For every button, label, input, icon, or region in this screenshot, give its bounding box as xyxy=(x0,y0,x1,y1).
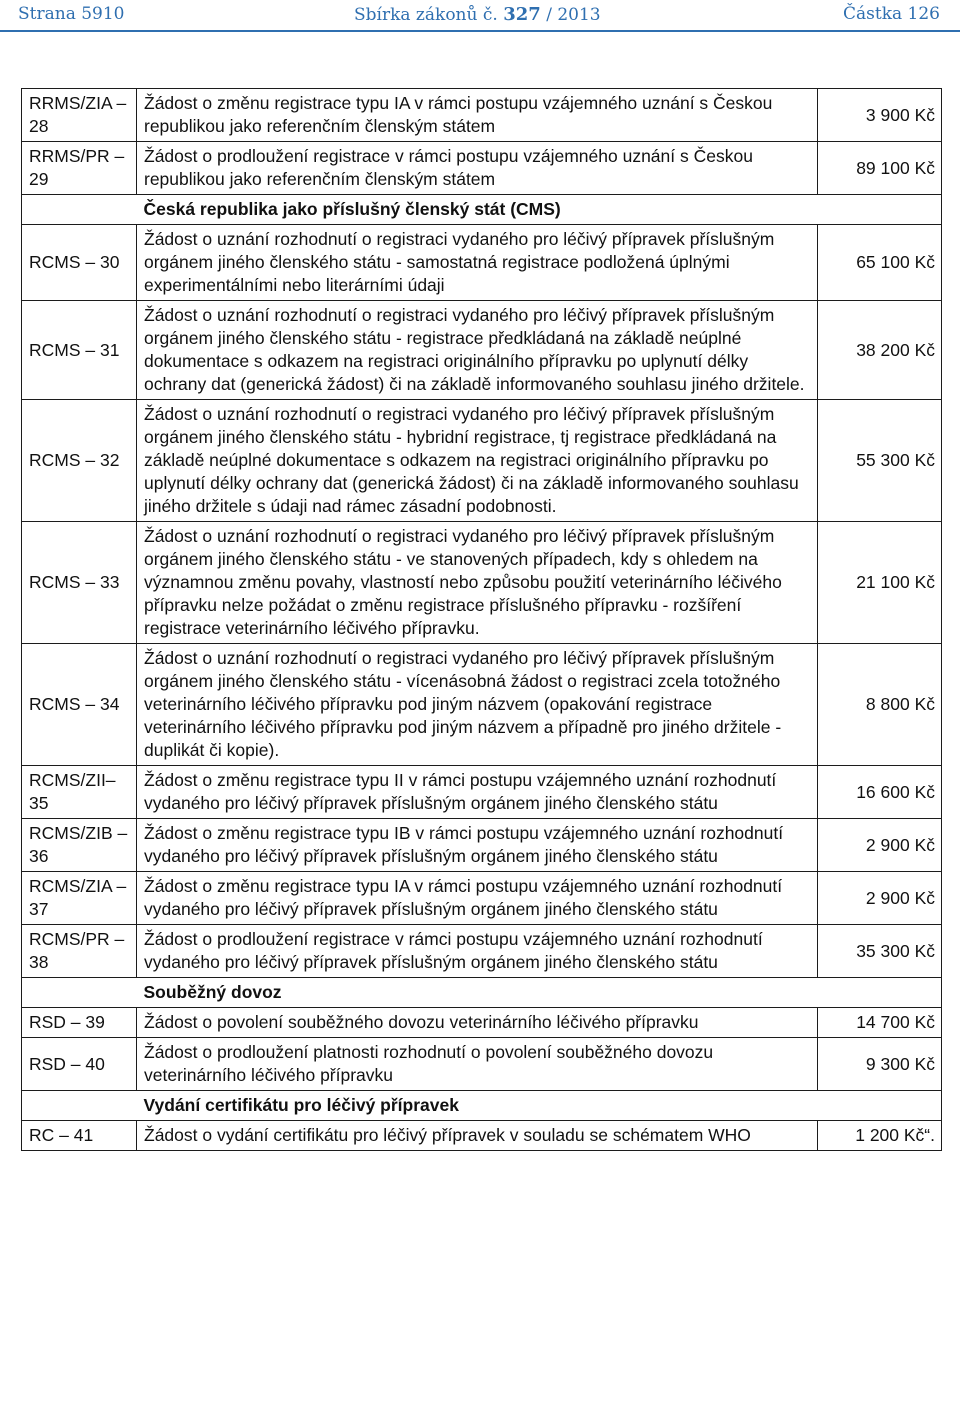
fee-amount: 1 200 Kč“. xyxy=(818,1121,942,1151)
collection-label: Sbírka zákonů č. xyxy=(354,5,498,25)
fee-description: Žádost o změnu registrace typu IA v rámci postupu vzájemného uznání rozhodnutí vydaného pro léčivý přípravek příslušným orgánem jiného členského státu xyxy=(137,872,818,925)
fee-description: Žádost o změnu registrace typu II v rámci postupu vzájemného uznání rozhodnutí vydaného pro léčivý přípravek příslušným orgánem jiného členského státu xyxy=(137,766,818,819)
law-number: 327 xyxy=(503,4,541,25)
fee-amount: 16 600 Kč xyxy=(818,766,942,819)
section-title: Vydání certifikátu pro léčivý přípravek xyxy=(137,1091,942,1121)
header-divider xyxy=(0,30,960,32)
fee-row xyxy=(22,1038,942,1091)
fee-table xyxy=(21,88,942,1151)
law-year: / 2013 xyxy=(546,5,601,25)
fee-description: Žádost o prodloužení registrace v rámci postupu vzájemného uznání s Českou republikou jako referenčním členským státem xyxy=(137,142,818,195)
page-number: Strana 5910 xyxy=(18,4,125,24)
fee-description: Žádost o změnu registrace typu IB v rámci postupu vzájemného uznání rozhodnutí vydaného pro léčivý přípravek příslušným orgánem jiného členského státu xyxy=(137,819,818,872)
section-code-cell xyxy=(22,978,137,1008)
section-code-cell xyxy=(22,1091,137,1121)
fee-code: RRMS/PR – 29 xyxy=(22,142,137,195)
section-title: Souběžný dovoz xyxy=(137,978,942,1008)
page-header xyxy=(0,0,960,32)
fee-code: RCMS – 32 xyxy=(22,400,137,522)
section-title: Česká republika jako příslušný členský stát (CMS) xyxy=(137,195,942,225)
collection-title xyxy=(354,4,601,25)
fee-description: Žádost o uznání rozhodnutí o registraci vydaného pro léčivý přípravek příslušným orgánem jiného členského státu - ve stanovených případech, kdy s ohledem na významnou změnu povahy, vlastností nebo způsobu použití veterinárního léčivého přípravku nelze požádat o změnu registrace příslušného přípravku - rozšíření registrace veterinárního léčivého přípravku. xyxy=(137,522,818,644)
fee-amount: 55 300 Kč xyxy=(818,400,942,522)
fee-description: Žádost o povolení souběžného dovozu veterinárního léčivého přípravku xyxy=(137,1008,818,1038)
fee-amount: 21 100 Kč xyxy=(818,522,942,644)
fee-description: Žádost o uznání rozhodnutí o registraci vydaného pro léčivý přípravek příslušným orgánem jiného členského státu - vícenásobná žádost o registraci zcela totožného veterinárního léčivého přípravku pod jiným názvem (opakování registrace veterinárního léčivého přípravku pod jiným názvem a případně pro jiného držitele - duplikát či kopie). xyxy=(137,644,818,766)
fee-description: Žádost o uznání rozhodnutí o registraci vydaného pro léčivý přípravek příslušným orgánem jiného členského státu - samostatná registrace podložená úplnými experimentálními nebo literárními údaji xyxy=(137,225,818,301)
fee-description: Žádost o prodloužení platnosti rozhodnutí o povolení souběžného dovozu veterinárního léčivého přípravku xyxy=(137,1038,818,1091)
section-row xyxy=(22,195,942,225)
fee-amount: 89 100 Kč xyxy=(818,142,942,195)
fee-row xyxy=(22,1121,942,1151)
section-row xyxy=(22,1091,942,1121)
fee-amount: 14 700 Kč xyxy=(818,1008,942,1038)
fee-row xyxy=(22,872,942,925)
fee-amount: 2 900 Kč xyxy=(818,872,942,925)
fee-row xyxy=(22,89,942,142)
fee-code: RSD – 39 xyxy=(22,1008,137,1038)
fee-amount: 8 800 Kč xyxy=(818,644,942,766)
fee-description: Žádost o uznání rozhodnutí o registraci vydaného pro léčivý přípravek příslušným orgánem jiného členského státu - registrace předkládaná na základě neúplné dokumentace s odkazem na registraci originálního přípravku po uplynutí délky ochrany dat (generická žádost) či na základě informovaného souhlasu jiného držitele. xyxy=(137,301,818,400)
fee-amount: 2 900 Kč xyxy=(818,819,942,872)
fee-row xyxy=(22,301,942,400)
fee-amount: 9 300 Kč xyxy=(818,1038,942,1091)
fee-code: RC – 41 xyxy=(22,1121,137,1151)
fee-row xyxy=(22,225,942,301)
fee-amount: 3 900 Kč xyxy=(818,89,942,142)
fee-code: RCMS/ZIA – 37 xyxy=(22,872,137,925)
fee-row xyxy=(22,400,942,522)
fee-code: RCMS/ZIB – 36 xyxy=(22,819,137,872)
fee-code: RSD – 40 xyxy=(22,1038,137,1091)
fee-code: RCMS – 33 xyxy=(22,522,137,644)
fee-row xyxy=(22,925,942,978)
fee-amount: 35 300 Kč xyxy=(818,925,942,978)
fee-code: RCMS – 31 xyxy=(22,301,137,400)
fee-code: RCMS/ZII– 35 xyxy=(22,766,137,819)
fee-code: RCMS – 34 xyxy=(22,644,137,766)
section-code-cell xyxy=(22,195,137,225)
part-number: Částka 126 xyxy=(843,4,940,24)
fee-amount: 65 100 Kč xyxy=(818,225,942,301)
section-row xyxy=(22,978,942,1008)
fee-row xyxy=(22,766,942,819)
fee-row xyxy=(22,644,942,766)
fee-code: RCMS/PR – 38 xyxy=(22,925,137,978)
fee-description: Žádost o uznání rozhodnutí o registraci vydaného pro léčivý přípravek příslušným orgánem jiného členského státu - hybridní registrace, tj registrace předkládaná na základě neúplné dokumentace s odkazem na registraci originálního přípravku po uplynutí délky ochrany dat (generická žádost) či na základě informovaného souhlasu jiného držitele s údaji nad rámec zásadní podobnosti. xyxy=(137,400,818,522)
fee-amount: 38 200 Kč xyxy=(818,301,942,400)
fee-description: Žádost o vydání certifikátu pro léčivý přípravek v souladu se schématem WHO xyxy=(137,1121,818,1151)
fee-description: Žádost o prodloužení registrace v rámci postupu vzájemného uznání rozhodnutí vydaného pro léčivý přípravek příslušným orgánem jiného členského státu xyxy=(137,925,818,978)
fee-row xyxy=(22,1008,942,1038)
fee-table-body xyxy=(22,89,942,1151)
fee-row xyxy=(22,142,942,195)
fee-code: RCMS – 30 xyxy=(22,225,137,301)
fee-row xyxy=(22,522,942,644)
fee-code: RRMS/ZIA – 28 xyxy=(22,89,137,142)
fee-description: Žádost o změnu registrace typu IA v rámci postupu vzájemného uznání s Českou republikou jako referenčním členským státem xyxy=(137,89,818,142)
fee-row xyxy=(22,819,942,872)
